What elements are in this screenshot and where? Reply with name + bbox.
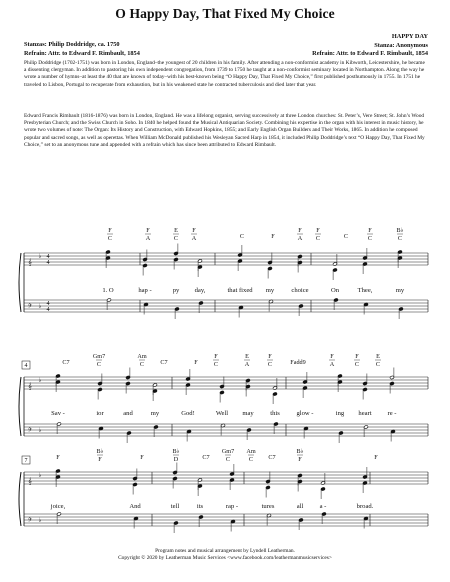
chord-top: E: [245, 353, 249, 360]
lyric-syllable: choice: [291, 287, 309, 294]
chord-bottom: C: [213, 361, 219, 368]
treble-clef-icon: 𝄞: [28, 478, 32, 485]
lyric-syllable: tures: [261, 503, 275, 510]
bio-doddridge: Philip Doddridge (1702-1751) was born in London, England–the youngest of 20 children in his family. After attending a non-conformist academy in Kibworth, Leicestershire, he became a dissenting clergyman. In addition to pastoring his own independent congregation, from 1739 to 1750 he taught at a non-conformist seminary located in Northampton. Along the way he wrote a number of hymns–at least the 40 that are known of today–with his best-known being “O Happy Day, That Fixed My Choice,” first published posthumously in 1755. In 1751 he traveled to Lisbon, Portugal to recuperate from exhaustion, but in his weakened state he contracted tuberculosis and died later that year.: [24, 60, 425, 88]
lyric-syllable: ing: [335, 410, 345, 417]
lyric-syllable: On: [330, 287, 340, 294]
chord-bottom: C: [267, 361, 273, 368]
flat-key-icon: ♭: [38, 427, 42, 434]
chord-top: F: [146, 227, 150, 234]
treble-clef-icon: 𝄞: [28, 259, 32, 266]
flat-key-icon: ♭: [38, 472, 42, 479]
stanzas-credit: Stanzas: Philip Doddridge, ca. 1750: [24, 41, 120, 48]
lyric-syllable: hap -: [138, 287, 152, 294]
refrain-credit-right: Refrain: Attr. to Edward F. Rimbault, 1854: [312, 50, 428, 58]
chord-top: F: [368, 227, 372, 234]
chord-bottom: C: [315, 235, 321, 242]
chord-top: Fadd9: [290, 359, 306, 366]
chord-top: F: [214, 353, 218, 360]
chord-bottom: A: [297, 235, 303, 242]
chord-top: Gm7: [92, 353, 106, 360]
chord-bottom: A: [191, 235, 197, 242]
chord-bottom: A: [329, 361, 335, 368]
chord-top: Am: [137, 353, 147, 360]
chord-top: C: [343, 233, 349, 240]
footer-credit: Program notes and musical arrangement by Lyndell Leatherman.: [155, 548, 295, 554]
chord-bottom: C: [248, 456, 254, 463]
chord-top: F: [140, 454, 144, 461]
chord-top: F: [316, 227, 320, 234]
chord-top: Am: [246, 448, 256, 455]
flat-key-icon: ♭: [38, 517, 42, 524]
bio-rimbault: Edward Francis Rimbault (1816-1876) was born in London, England. He was a lifelong organist, serving successively at three London churches: St. Peter’s, Vere Street; St. John’s Wood Presbyterian Church; and the Swiss Church in Soho. In 1840 he helped found the Musical Antiquarian Society. Combining his expertise in the organ with his interest in music history, he wrote two volumes of note: The Organ: Its History and Construction, with Edward Hopkins, 1855; and Early English Organ Builders and Their Works, 1865. In addition he composed popular and sacred songs, as well as operettas. When William McDonald published his Wesleyan Sacred Harp in 1854, it included Philip Doddridge’s text “O Happy Day, That Fixed My Choice,” set to an anonymous tune and appended with a refrain which has since been attributed to Edward Rimbault.: [24, 113, 425, 148]
lyric-syllable: all: [296, 503, 304, 510]
lyric-syllable: py: [172, 287, 180, 294]
lyric-syllable: this: [270, 410, 280, 417]
lyric-syllable: may: [242, 410, 254, 417]
chord-top: F: [194, 359, 198, 366]
lyric-syllable: heart: [358, 410, 372, 417]
chord-bottom: F: [98, 456, 102, 463]
lyric-syllable: that fixed: [227, 287, 253, 294]
chord-bottom: C: [225, 456, 231, 463]
lyric-syllable: my: [395, 287, 405, 294]
chord-top: F: [192, 227, 196, 234]
chord-top: E: [376, 353, 380, 360]
lyric-syllable: glow -: [296, 410, 314, 417]
tune-name: HAPPY DAY: [391, 33, 428, 40]
chord-top: Gm7: [221, 448, 235, 455]
chord-top: C7: [268, 454, 276, 461]
lyric-syllable: its: [196, 503, 204, 510]
lyric-syllable: re -: [387, 410, 397, 417]
chord-top: F: [56, 454, 60, 461]
lyric-syllable: day,: [194, 287, 206, 294]
flat-key-icon: ♭: [38, 253, 42, 260]
chord-bottom: A: [145, 235, 151, 242]
chord-bottom: C: [397, 235, 403, 242]
footer-copyright: Copyright © 2020 by Leatherman Music Services <www.facebook.com/leathermanmusicservices>: [118, 555, 332, 561]
chord-top: C: [239, 233, 245, 240]
chord-top: F: [298, 227, 302, 234]
lyric-syllable: broad.: [356, 503, 374, 510]
time-sig-bottom: 4: [46, 306, 50, 313]
lyric-syllable: Thee,: [357, 287, 373, 294]
chord-bottom: F: [298, 456, 302, 463]
chord-top: C7: [202, 454, 210, 461]
bass-clef-icon: 𝄢: [27, 518, 33, 525]
chord-bottom: C: [367, 235, 373, 242]
chord-bottom: C: [375, 361, 381, 368]
chord-top: C7: [160, 359, 168, 366]
lyric-syllable: joice,: [50, 503, 66, 510]
bass-clef-icon: 𝄢: [27, 428, 33, 435]
hymn-title: O Happy Day, That Fixed My Choice: [115, 6, 335, 21]
lyric-syllable: And: [129, 503, 141, 510]
chord-top: B♭: [172, 448, 180, 455]
chord-bottom: C: [96, 361, 102, 368]
lyric-syllable: 1. O: [102, 287, 114, 294]
lyric-syllable: a -: [319, 503, 327, 510]
chord-bottom: C: [107, 235, 113, 242]
chord-top: F: [108, 227, 112, 234]
time-sig-top: 4: [46, 253, 50, 260]
flat-key-icon: ♭: [38, 377, 42, 384]
lyric-syllable: my: [150, 410, 160, 417]
chord-top: B♭: [96, 448, 104, 455]
lyric-syllable: Sav -: [51, 410, 65, 417]
chord-top: F: [271, 233, 275, 240]
bass-clef-icon: 𝄢: [27, 304, 33, 311]
lyric-syllable: and: [123, 410, 133, 417]
chord-top: F: [330, 353, 334, 360]
chord-bottom: C: [173, 235, 179, 242]
chord-bottom: C: [354, 361, 360, 368]
measure-number: 7: [24, 458, 28, 464]
lyric-syllable: rap -: [225, 503, 239, 510]
refrain-credit: Refrain: Attr. to Edward F. Rimbault, 1854: [24, 49, 140, 57]
time-sig-bottom: 4: [46, 259, 50, 266]
brace-icon: [19, 253, 21, 312]
chord-top: F: [355, 353, 359, 360]
treble-clef-icon: 𝄞: [28, 383, 32, 390]
chord-top: E: [174, 227, 178, 234]
chord-top: F: [374, 454, 378, 461]
chord-top: C7: [62, 359, 70, 366]
flat-key-icon: ♭: [38, 303, 42, 310]
lyric-syllable: God!: [181, 410, 195, 417]
lyric-syllable: ior: [96, 410, 104, 417]
footer: [0, 548, 450, 562]
time-sig-top: 4: [46, 300, 50, 307]
chord-bottom: A: [244, 361, 250, 368]
brace-icon: [19, 472, 21, 526]
measure-number: 4: [24, 363, 28, 369]
chord-bottom: D: [173, 456, 179, 463]
stanza-credit: Stanza: Anonymous: [374, 41, 428, 49]
lyric-syllable: Well: [215, 410, 229, 417]
chord-top: F: [268, 353, 272, 360]
brace-icon: [19, 377, 21, 436]
lyric-syllable: tell: [170, 503, 180, 510]
chord-top: B♭: [296, 448, 304, 455]
chord-bottom: C: [139, 361, 145, 368]
lyric-syllable: my: [265, 287, 275, 294]
chord-top: B♭: [396, 227, 404, 234]
